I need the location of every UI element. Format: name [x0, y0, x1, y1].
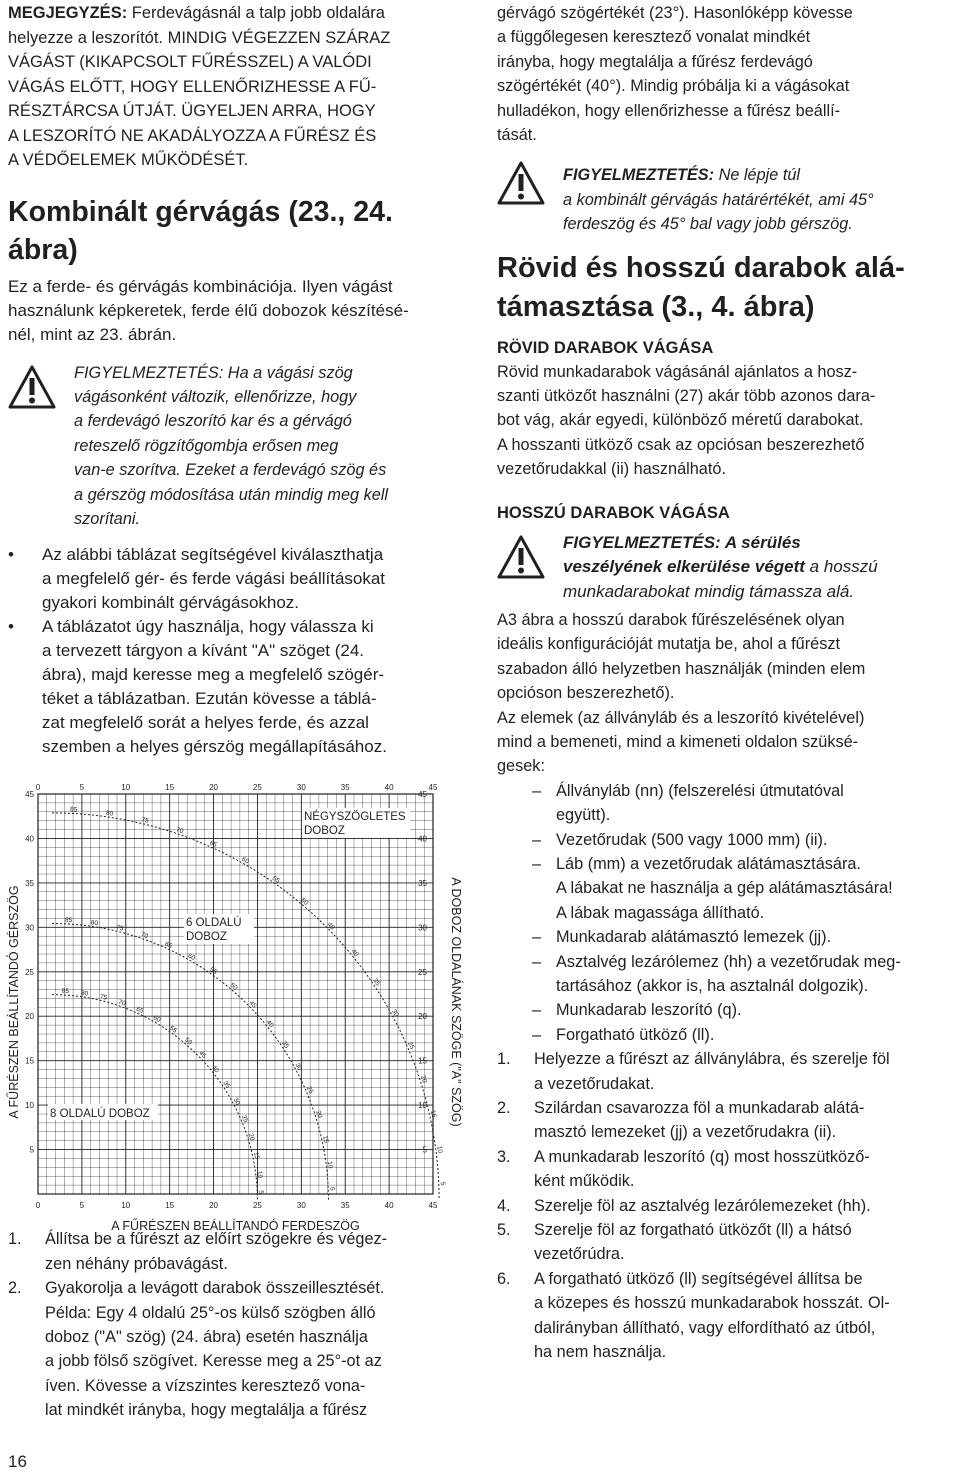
curve-angle-label: 25 [406, 1040, 416, 1051]
curve-angle-label: 80 [105, 809, 114, 818]
x-tick-label-bottom: 0 [35, 1201, 41, 1210]
note-label: MEGJEGYZÉS: [8, 4, 128, 22]
curve-angle-label: 40 [210, 1064, 221, 1075]
continuation-paragraph [497, 1, 955, 147]
text-line: doboz ("A" szög) (24. ábra) esetén használja [45, 1327, 368, 1346]
text-line: – Állványláb (nn) (felszerelési útmutatóval [556, 781, 844, 800]
step-number: 4. [497, 1196, 511, 1215]
curve-angle-label: 35 [280, 1039, 291, 1050]
text-line: együtt). [556, 806, 611, 825]
list-item [497, 828, 955, 852]
text-line: lat mindkét irányba, hogy megtalálja a fűrész [45, 1401, 368, 1420]
text-line: bot vág, akár egyedi, különböző méretű darabokat. [497, 411, 864, 430]
y-tick-label-right: 20 [418, 1012, 427, 1022]
x-tick-label-top: 40 [384, 783, 394, 792]
curve-angle-label: 20 [419, 1074, 428, 1084]
y-tick-label-right: 40 [418, 834, 427, 844]
text-line: mind a bemeneti, mind a kimeneti oldalon szüksé- [497, 732, 859, 751]
long-paragraph [497, 608, 955, 779]
curve-angle-label: 80 [90, 919, 99, 928]
text-line: vezetőrudakkal (ii) használható. [497, 460, 726, 479]
x-tick-label-top: 35 [340, 783, 350, 792]
step-number: 6. [497, 1269, 511, 1288]
curve-angle-label: 5 [257, 1190, 265, 1195]
text-line: a függőlegesen keresztező vonalat mindkét [497, 28, 811, 47]
curve-angle-label: 15 [251, 1151, 261, 1160]
curve-angle-label: 10 [255, 1170, 264, 1179]
text-line: Rövid és hosszú darabok alá- [497, 251, 905, 284]
series-curve [52, 995, 257, 1200]
y-tick-label-left: 35 [25, 878, 34, 888]
list-item [497, 998, 955, 1022]
curve-angle-label: 55 [168, 1024, 178, 1035]
x-tick-label-top: 10 [121, 783, 131, 792]
curve-angle-label: 25 [304, 1085, 315, 1095]
curve-angle-label: 60 [240, 855, 251, 866]
numbered-step [497, 1047, 955, 1096]
x-tick-label-top: 15 [165, 783, 175, 792]
note-lines [8, 26, 468, 173]
text-line: ként működik. [534, 1172, 635, 1191]
text-line: RÉSZTÁRCSA ÚTJÁT. ÜGYELJEN ARRA, HOGY [8, 102, 376, 120]
series-curve [52, 813, 439, 1200]
y-tick-label-right: 30 [418, 923, 427, 933]
curve-angle-label: 50 [299, 896, 310, 907]
curve-angle-label: 55 [270, 874, 281, 885]
text-line: dalirányban állítható, vagy elfordítható az útból, [534, 1318, 876, 1337]
step-number: 1. [8, 1230, 22, 1249]
x-tick-label-bottom: 10 [121, 1201, 131, 1210]
section-heading-combined-miter [8, 193, 468, 269]
warning-label: FIGYELMEZTETÉS: [74, 363, 224, 382]
curve-angle-label: 10 [325, 1160, 334, 1169]
curve-angle-label: 35 [221, 1079, 232, 1090]
curve-angle-label: 85 [61, 987, 70, 996]
list-item [8, 615, 468, 759]
text-line: Állítsa be a fűrészt az előírt szögekre és végez- [45, 1230, 388, 1249]
numbered-step [8, 1276, 468, 1422]
x-tick-label-top: 45 [428, 783, 438, 792]
text-line: van-e szorítva. Ezeket a ferdevágó szög és [74, 461, 387, 480]
note-paragraph [8, 1, 468, 173]
y-tick-label-left: 25 [25, 967, 34, 977]
curve-angle-label: 50 [228, 981, 239, 992]
text-line: – Asztalvég lezárólemez (hh) a vezetőrudak meg- [556, 952, 901, 971]
y-tick-label-left: 10 [25, 1101, 34, 1111]
text-line: Szilárdan csavarozza föl a munkadarab alátá- [534, 1099, 865, 1118]
warning-block-3: FIGYELMEZTETÉS: A sérülés veszélyének elkerülése végett a hosszú munkadarabokat mindig támassza alá. [497, 531, 955, 604]
list-item [497, 950, 955, 999]
curve-angle-label: 25 [239, 1114, 250, 1124]
y-axis-title-right: A DOBOZ OLDALÁNAK SZÖGE ("A" SZÖG) [449, 877, 463, 1127]
curve-angle-label: 30 [390, 1008, 400, 1018]
text-line: A3 ábra a hosszú darabok fűrészelésének olyan [497, 610, 845, 629]
text-line: szanti ütközőt használni (27) akár több azonos dara- [497, 387, 876, 406]
text-line: ferdeszög és 45° bal vagy jobb gérszög. [563, 215, 853, 234]
text-line: • A táblázatot úgy használja, hogy válassza ki [42, 617, 374, 637]
curve-angle-label: 75 [99, 993, 108, 1002]
x-tick-label-bottom: 30 [296, 1201, 306, 1210]
text-line: VÁGÁST (KIKAPCSOLT FŰRÉSSZEL) A VALÓDI [8, 53, 372, 71]
text-line: – Láb (mm) a vezetőrudak alátámasztására. [556, 854, 861, 873]
text-line: ha nem használja. [534, 1343, 667, 1362]
text-line: zen néhány próbavágást. [45, 1254, 228, 1273]
right-steps [497, 1047, 955, 1364]
warning-icon [497, 535, 545, 579]
warning-icon [8, 365, 56, 409]
text-line: gesek: [497, 757, 545, 776]
curve-angle-label: 40 [349, 948, 360, 959]
text-line: Rövid munkadarabok vágásánál ajánlatos a hosz- [497, 362, 858, 381]
text-line: A VÉDŐELEMEK MŰKÖDÉSÉT. [8, 151, 249, 169]
text-line: reteszelő rögzítőgombja erősen meg [74, 436, 339, 455]
text-line: Az elemek (az állványláb és a leszorító kivételével) [497, 708, 865, 727]
curve-angle-label: 40 [264, 1018, 275, 1029]
x-tick-label-bottom: 25 [252, 1201, 262, 1210]
text-line: A LESZORÍTÓ NE AKADÁLYOZZA A FŰRÉSZ ÉS [8, 126, 377, 145]
x-tick-label-top: 20 [209, 783, 219, 792]
x-tick-label-top: 25 [252, 783, 262, 792]
text-line: szorítani. [74, 509, 141, 528]
short-paragraph [497, 360, 955, 482]
curve-angle-label: 30 [231, 1096, 242, 1107]
text-line: irányba, hogy megtalálja a fűrész ferdevágó [497, 52, 813, 71]
text-line: – Forgatható ütköző (ll). [556, 1025, 715, 1044]
right-column [497, 0, 955, 1365]
list-item [497, 852, 955, 925]
text-line: használunk képkeretek, ferde élű dobozok készítésé- [8, 300, 409, 320]
left-steps [8, 1227, 468, 1422]
text-line: támasztása (3., 4. ábra) [497, 290, 815, 323]
series-name-label: DOBOZ [186, 931, 227, 943]
curve-angle-label: 15 [321, 1135, 330, 1144]
curve-angle-label: 70 [117, 998, 127, 1008]
curve-angle-label: 60 [151, 1014, 162, 1025]
text-line: szemben a helyes gérszög megállapításához. [42, 737, 387, 757]
text-line: Szerelje föl az forgatható ütközőt (ll) a hátsó [534, 1221, 852, 1240]
curve-angle-label: 55 [208, 966, 219, 976]
text-line: helyezze a leszorítót. MINDIG VÉGEZZEN SZÁRAZ [8, 28, 391, 47]
text-line: Kombinált gérvágás (23., 24. [8, 195, 393, 228]
numbered-step [497, 1267, 955, 1365]
subheading-long: HOSSZÚ DARABOK VÁGÁSA [497, 503, 730, 522]
curve-angle-label: 5 [438, 1181, 446, 1186]
text-line: A lábakat ne használja a gép alátámasztására! [556, 879, 893, 898]
curve-angle-label: 35 [371, 977, 382, 988]
text-line: a jobb fölső szögívet. Keresse meg a 25°-ot az [45, 1352, 382, 1371]
step-number: 5. [497, 1221, 511, 1240]
curve-angle-label: 85 [69, 806, 78, 814]
warning-block-2: FIGYELMEZTETÉS: Ne lépje túl a kombinált gérvágás határértékét, ami 45° ferdeszög és 45° bal vagy jobb gérszög. [497, 163, 955, 236]
text-line: ideális konfigurációját mutatja be, ahol a fűrészt [497, 635, 841, 654]
y-axis-title-left: A FŰRÉSZEN BEÁLLÍTANDÓ GÉRSZÖG [7, 885, 21, 1119]
text-line: ábra), majd keresse meg a megfelelő szögér- [42, 665, 385, 685]
text-line: A lábak magassága állítható. [556, 903, 765, 922]
text-line: téket a táblázatban. Ezután kövesse a táblá- [42, 689, 377, 709]
step-number: 1. [497, 1050, 511, 1069]
curve-angle-label: 20 [246, 1132, 256, 1142]
y-tick-label-right: 45 [418, 790, 427, 799]
curve-angle-label: 45 [247, 999, 258, 1010]
curve-angle-label: 70 [175, 826, 185, 836]
text-line: masztó lemezeket (jj) a vezetőrudakra (ii). [534, 1123, 837, 1142]
warning-label: FIGYELMEZTETÉS: A sérülés [563, 532, 801, 552]
y-tick-label-right: 15 [418, 1056, 427, 1066]
list-item [8, 543, 468, 615]
combined-miter-chart [0, 778, 480, 1238]
text-line: Helyezze a fűrészt az állványlábra, és szerelje föl [534, 1050, 890, 1069]
curve-angle-label: 80 [80, 989, 89, 998]
text-line: VÁGÁS ELŐTT, HOGY ELLENŐRIZHESSE A FŰ- [8, 77, 377, 96]
text-line: a vezetőrudakat. [534, 1074, 655, 1093]
curve-angle-label: 75 [115, 924, 124, 933]
plot-frame [38, 794, 433, 1194]
y-tick-label-right: 10 [418, 1101, 427, 1111]
curve-angle-label: 75 [140, 816, 150, 825]
subheading-short: RÖVID DARABOK VÁGÁSA [497, 338, 714, 357]
text-line: vezetőrúdra. [534, 1245, 625, 1264]
text-line: vágásonként változik, ellenőrizze, hogy [74, 387, 357, 406]
x-tick-label-bottom: 20 [209, 1201, 219, 1210]
text-line: gérvágó szögértékét (23°). Hasonlóképp kövesse [497, 4, 853, 22]
dash-list [497, 779, 955, 1047]
intro-paragraph [8, 275, 468, 347]
warning-block-1: FIGYELMEZTETÉS: Ha a vágási szög vágásonként változik, ellenőrizze, hogy a ferdevágó leszorító kar és a gérvágó reteszelő rögzítőgombja erősen meg van-e szorítva. Ezeket a ferdevágó szög és a gérszög módosítása után mindig meg kell szorítani. [8, 361, 468, 532]
text-line: a ferdevágó leszorító kar és a gérvágó [74, 412, 352, 431]
series-name-label: DOBOZ [304, 825, 345, 837]
list-item [497, 779, 955, 828]
text-line: A forgatható ütköző (ll) segítségével állítsa be [534, 1269, 863, 1288]
x-tick-label-top: 0 [35, 783, 41, 792]
series-name-label: 6 OLDALÚ [186, 917, 242, 929]
text-line: – Munkadarab alátámasztó lemezek (jj). [556, 928, 832, 947]
text-line: a közepes és hosszú munkadarabok hosszát. Ol- [534, 1294, 890, 1313]
x-tick-label-bottom: 40 [384, 1201, 394, 1210]
curve-angle-label: 30 [293, 1062, 304, 1072]
y-tick-label-right: 5 [422, 1145, 427, 1155]
step-number: 2. [8, 1279, 22, 1298]
x-tick-label-bottom: 5 [79, 1201, 85, 1210]
series-name-label: NÉGYSZÖGLETES [304, 811, 406, 823]
text-line: zat megfelelő sorát a helyes ferde, és azzal [42, 713, 369, 733]
x-axis-title: A FŰRÉSZEN BEÁLLÍTANDÓ FERDESZÖG [111, 1219, 360, 1233]
curve-angle-label: 15 [428, 1109, 438, 1119]
curve-angle-label: 10 [435, 1145, 444, 1154]
curve-angle-label: 65 [208, 839, 218, 849]
y-tick-label-left: 20 [25, 1012, 34, 1022]
y-tick-label-left: 15 [25, 1056, 34, 1066]
text-line: • Az alábbi táblázat segítségével kiválaszthatja [42, 545, 384, 565]
text-line: Példa: Egy 4 oldalú 25°-os külső szögben álló [45, 1303, 376, 1322]
text-line: tartásához (akkor is, ha asztalnál dolgozik). [556, 977, 869, 995]
list-item [497, 1023, 955, 1047]
text-line: Gyakorolja a levágott darabok összeillesztését. [45, 1279, 385, 1298]
x-tick-label-bottom: 45 [428, 1201, 438, 1210]
list-item [497, 925, 955, 949]
section-heading-support [497, 249, 955, 327]
x-tick-label-bottom: 35 [340, 1201, 350, 1210]
curve-angle-label: 85 [64, 916, 73, 925]
step-number: 3. [497, 1147, 511, 1166]
text-line: szabadon álló helyzetben használják (minden elem [497, 659, 866, 678]
text-line: Szerelje föl az asztalvég lezárólemezeket (hh). [534, 1196, 871, 1215]
numbered-step [497, 1145, 955, 1194]
text-line: a megfelelő gér- és ferde vágási beállításokat [42, 569, 386, 589]
curve-angle-label: 5 [328, 1186, 336, 1191]
text-line: tását. [497, 126, 537, 145]
text-line: szögértékét (40°). Mindig próbálja ki a vágásokat [497, 77, 850, 96]
step-number: 2. [497, 1099, 511, 1118]
text-line: a gérszög módosítása után mindig meg kell [74, 485, 389, 504]
text-line: a tervezett tárgyon a kívánt "A" szöget (24. [42, 641, 365, 661]
note-first-line: MEGJEGYZÉS: Ferdevágásnál a talp jobb oldalára [8, 4, 385, 22]
numbered-step [497, 1096, 955, 1145]
curve-angle-label: 50 [183, 1036, 194, 1047]
y-tick-label-left: 40 [25, 834, 34, 844]
curve-angle-label: 65 [163, 940, 174, 950]
curve-angle-label: 70 [139, 931, 149, 941]
text-line: hulladékon, hogy ellenőrizhesse a fűrész beállí- [497, 101, 841, 120]
page-number: 16 [8, 1452, 27, 1471]
curve-angle-label: 45 [197, 1049, 208, 1060]
x-tick-label-bottom: 15 [165, 1201, 175, 1210]
bullet-list [8, 543, 468, 759]
y-tick-label-left: 30 [25, 923, 34, 933]
y-tick-label-right: 35 [418, 878, 427, 888]
text-line: opcióson beszerezhető). [497, 684, 675, 703]
curve-angle-label: 65 [134, 1005, 145, 1016]
y-tick-label-left: 5 [29, 1145, 34, 1155]
y-tick-label-left: 45 [25, 790, 34, 799]
text-line: íven. Kövesse a vízszintes keresztező vona- [45, 1376, 366, 1395]
text-line: a kombinált gérvágás határértékét, ami 45° [563, 190, 874, 209]
x-tick-label-top: 5 [79, 783, 85, 792]
y-tick-label-right: 25 [418, 967, 427, 977]
text-line: nél, mint az 23. ábrán. [8, 324, 177, 344]
text-line: Ez a ferde- és gérvágás kombinációja. Ilyen vágást [8, 276, 393, 296]
text-line: A hosszanti ütköző csak az opciósan beszerezhető [497, 435, 865, 454]
curve-angle-label: 20 [314, 1109, 324, 1119]
text-line: – Munkadarab leszorító (q). [556, 1001, 742, 1020]
x-tick-label-top: 30 [296, 783, 306, 792]
curve-angle-label: 60 [186, 952, 197, 962]
warning-icon [497, 161, 545, 205]
warning-label: FIGYELMEZTETÉS: [563, 166, 715, 185]
series-name-label: 8 OLDALÚ DOBOZ [50, 1108, 150, 1120]
text-line: A munkadarab leszorító (q) most hosszütköző- [534, 1147, 870, 1166]
numbered-step [497, 1218, 955, 1267]
text-line: ábra) [8, 233, 78, 266]
text-line: – Vezetőrudak (500 vagy 1000 mm) (ii). [556, 830, 828, 849]
text-line: gyakori kombinált gérvágásokhoz. [42, 593, 300, 613]
numbered-step [497, 1194, 955, 1218]
curve-angle-label: 45 [325, 921, 336, 932]
